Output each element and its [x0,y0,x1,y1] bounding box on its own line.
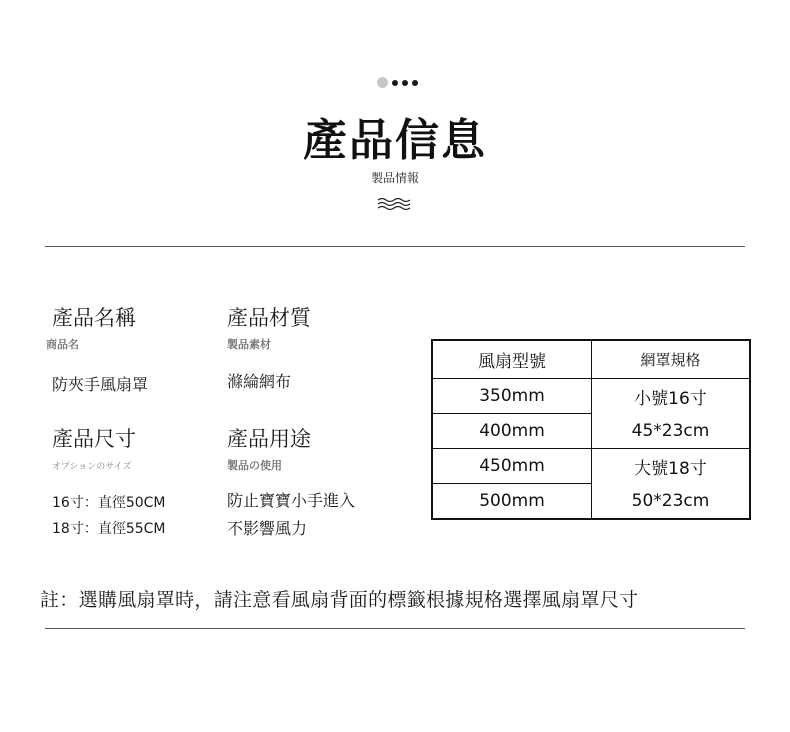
usage-subheading: 製品の使用 [227,459,282,472]
size-heading: 產品尺寸 [52,427,136,451]
table-row [432,414,750,449]
dots-icon [377,77,417,89]
material-heading: 產品材質 [227,306,311,330]
material-value: 滌綸網布 [227,372,292,391]
name-heading: 產品名稱 [52,306,136,330]
usage-heading: 產品用途 [227,427,311,451]
top-divider [45,246,745,247]
table-row [432,379,750,414]
size-line-16: 16寸：直徑50CM [52,495,166,511]
spec-dims-small: 45*23cm [592,414,751,449]
model-cell: 450mm [432,449,592,484]
model-cell: 500mm [432,484,592,520]
page-subtitle: 製品情報 [370,171,419,185]
header-fan-model: 風扇型號 [432,340,592,379]
wave-icon [375,196,415,212]
page-title: 產品信息 [303,115,487,166]
table-header-row [432,340,750,379]
spec-dims-large: 50*23cm [592,484,751,520]
usage-line-2: 不影響風力 [227,519,308,538]
header-cover-spec: 網罩規格 [592,340,751,379]
name-subheading: 商品名 [46,338,79,351]
spec-label-large: 大號18寸 [592,449,751,484]
model-cell: 400mm [432,414,592,449]
spec-table [431,339,751,520]
material-subheading: 製品素材 [227,338,271,351]
usage-line-1: 防止寶寶小手進入 [227,491,356,510]
model-cell: 350mm [432,379,592,414]
purchase-note: 註：選購風扇罩時，請注意看風扇背面的標籤根據規格選擇風扇罩尺寸 [40,589,639,611]
size-line-18: 18寸：直徑55CM [52,521,166,537]
spec-label-small: 小號16寸 [592,379,751,414]
name-value: 防夾手風扇罩 [52,375,149,394]
table-row [432,484,750,520]
size-subheading: オプションのサイズ [52,462,132,472]
bottom-divider [45,628,745,629]
table-row [432,449,750,484]
